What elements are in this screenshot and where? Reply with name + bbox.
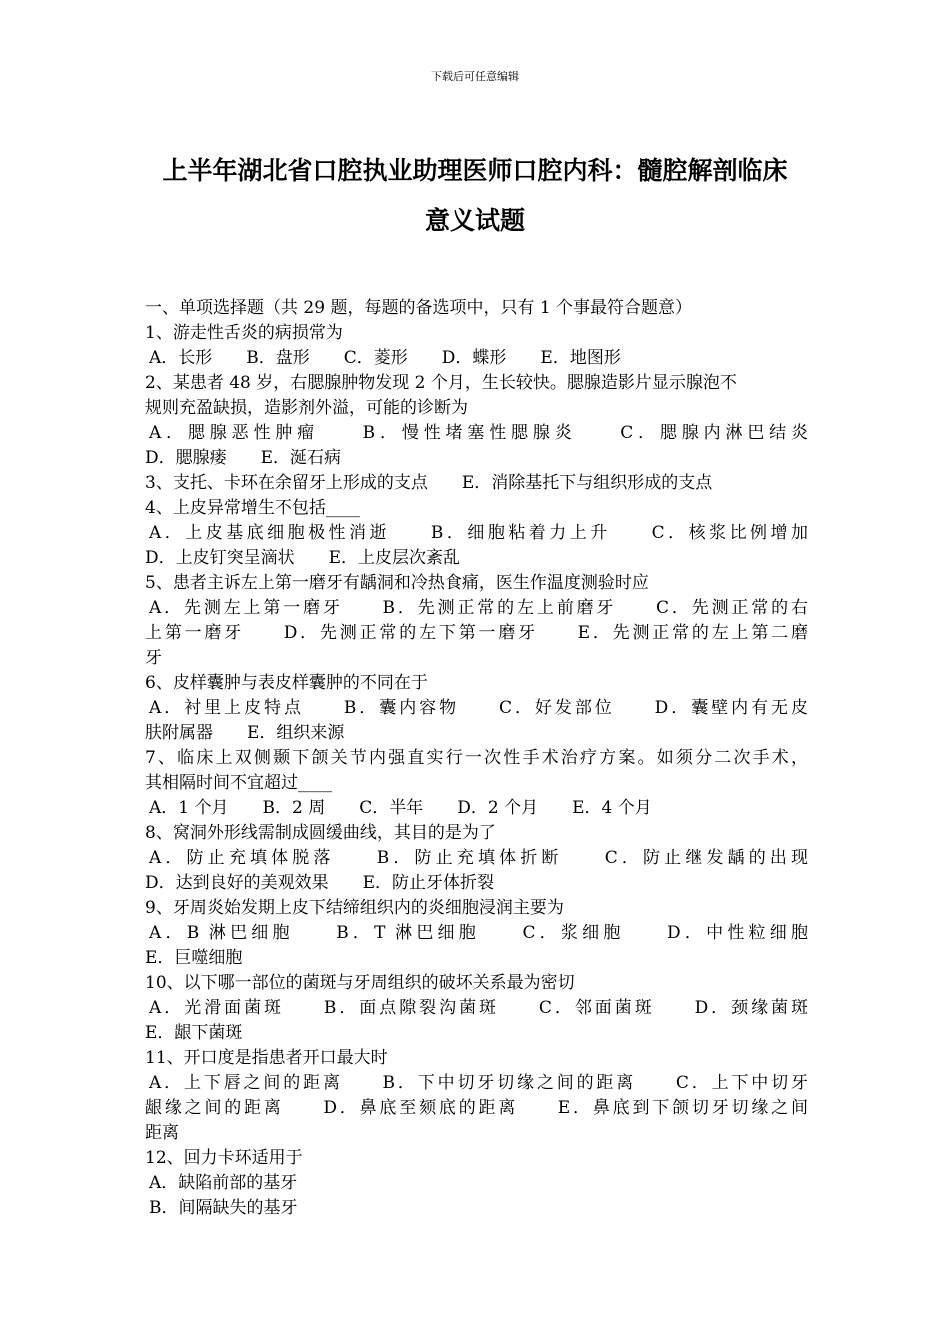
question-line: 1、游走性舌炎的病损常为 bbox=[145, 323, 343, 343]
question-line: 9、牙周炎始发期上皮下结缔组织内的炎细胞浸润主要为 bbox=[145, 898, 564, 918]
section-heading: 一、单项选择题（共 29 题，每题的备选项中，只有 1 个事最符合题意） bbox=[145, 298, 693, 318]
answer-options-line: A．长形 B．盘形 C．菱形 D．蝶形 E．地图形 bbox=[149, 348, 621, 368]
title-line-2: 意义试题 bbox=[424, 206, 525, 235]
question-line: 肤附属器 E．组织来源 bbox=[145, 723, 345, 743]
question-line: 10、以下哪一部位的菌斑与牙周组织的破坏关系最为密切 bbox=[145, 973, 575, 993]
question-line: D．上皮钉突呈滴状 E．上皮层次紊乱 bbox=[145, 548, 461, 568]
header-note: 下载后可任意编辑 bbox=[431, 70, 519, 83]
question-line: 牙 bbox=[145, 648, 162, 668]
question-line: 6、皮样囊肿与表皮样囊肿的不同在于 bbox=[145, 673, 428, 693]
question-line: E．龈下菌斑 bbox=[145, 1023, 243, 1043]
answer-options-line: A．光滑面菌斑 B．面点隙裂沟菌斑 C．邻面菌斑 D．颈缘菌斑 bbox=[149, 998, 808, 1018]
question-line: 规则充盈缺损，造影剂外溢，可能的诊断为 bbox=[145, 398, 468, 418]
question-content bbox=[145, 296, 808, 1221]
answer-options-line: A．缺陷前部的基牙 bbox=[149, 1173, 298, 1193]
question-line: 5、患者主诉左上第一磨牙有龋洞和冷热食痛，医生作温度测验时应 bbox=[145, 573, 649, 593]
answer-options-line: A．防止充填体脱落 B．防止充填体折断 C．防止继发龋的出现 bbox=[149, 848, 808, 868]
question-line: 3、支托、卡环在余留牙上形成的支点 E．消除基托下与组织形成的支点 bbox=[145, 473, 713, 493]
question-line: 2、某患者 48 岁，右腮腺肿物发现 2 个月，生长较快。腮腺造影片显示腺泡不 bbox=[145, 373, 737, 393]
question-line: 11、开口度是指患者开口最大时 bbox=[145, 1048, 388, 1068]
question-line: 8、窝洞外形线需制成圆缓曲线，其目的是为了 bbox=[145, 823, 496, 843]
answer-options-line: A．B 淋巴细胞 B．T 淋巴细胞 C．浆细胞 D．中性粒细胞 bbox=[149, 923, 808, 943]
answer-options-line: A．1 个月 B．2 周 C．半年 D．2 个月 E．4 个月 bbox=[149, 798, 652, 818]
question-line: 龈缘之间的距离 D．鼻底至颏底的距离 E．鼻底到下颌切牙切缘之间 bbox=[145, 1098, 808, 1118]
answer-options-line: A．上下唇之间的距离 B．下中切牙切缘之间的距离 C．上下中切牙 bbox=[149, 1073, 808, 1093]
question-line: 其相隔时间不宜超过____ bbox=[145, 773, 332, 793]
question-line: 7、临床上双侧颞下颌关节内强直实行一次性手术治疗方案。如须分二次手术， bbox=[145, 748, 808, 768]
question-line: 上第一磨牙 D．先测正常的左下第一磨牙 E．先测正常的左上第二磨 bbox=[145, 623, 808, 643]
question-line: 12、回力卡环适用于 bbox=[145, 1148, 303, 1168]
question-line: D．达到良好的美观效果 E．防止牙体折裂 bbox=[145, 873, 495, 893]
answer-options-line: A．先测左上第一磨牙 B．先测正常的左上前磨牙 C．先测正常的右 bbox=[149, 598, 808, 618]
question-line: D．腮腺瘘 E．涎石病 bbox=[145, 448, 342, 468]
document-title bbox=[150, 146, 800, 246]
question-line: E．巨噬细胞 bbox=[145, 948, 243, 968]
answer-options-line: A．衬里上皮特点 B．囊内容物 C．好发部位 D．囊壁内有无皮 bbox=[149, 698, 808, 718]
title-line-1: 上半年湖北省口腔执业助理医师口腔内科：髓腔解剖临床 bbox=[162, 156, 788, 185]
question-line: 4、上皮异常增生不包括____ bbox=[145, 498, 360, 518]
answer-options-line: A．上皮基底细胞极性消逝 B．细胞粘着力上升 C．核浆比例增加 bbox=[149, 523, 808, 543]
question-line: 距离 bbox=[145, 1123, 179, 1143]
answer-options-line: A．腮腺恶性肿瘤 B．慢性堵塞性腮腺炎 C．腮腺内淋巴结炎 bbox=[149, 423, 808, 443]
answer-options-line: B．间隔缺失的基牙 bbox=[149, 1198, 298, 1218]
